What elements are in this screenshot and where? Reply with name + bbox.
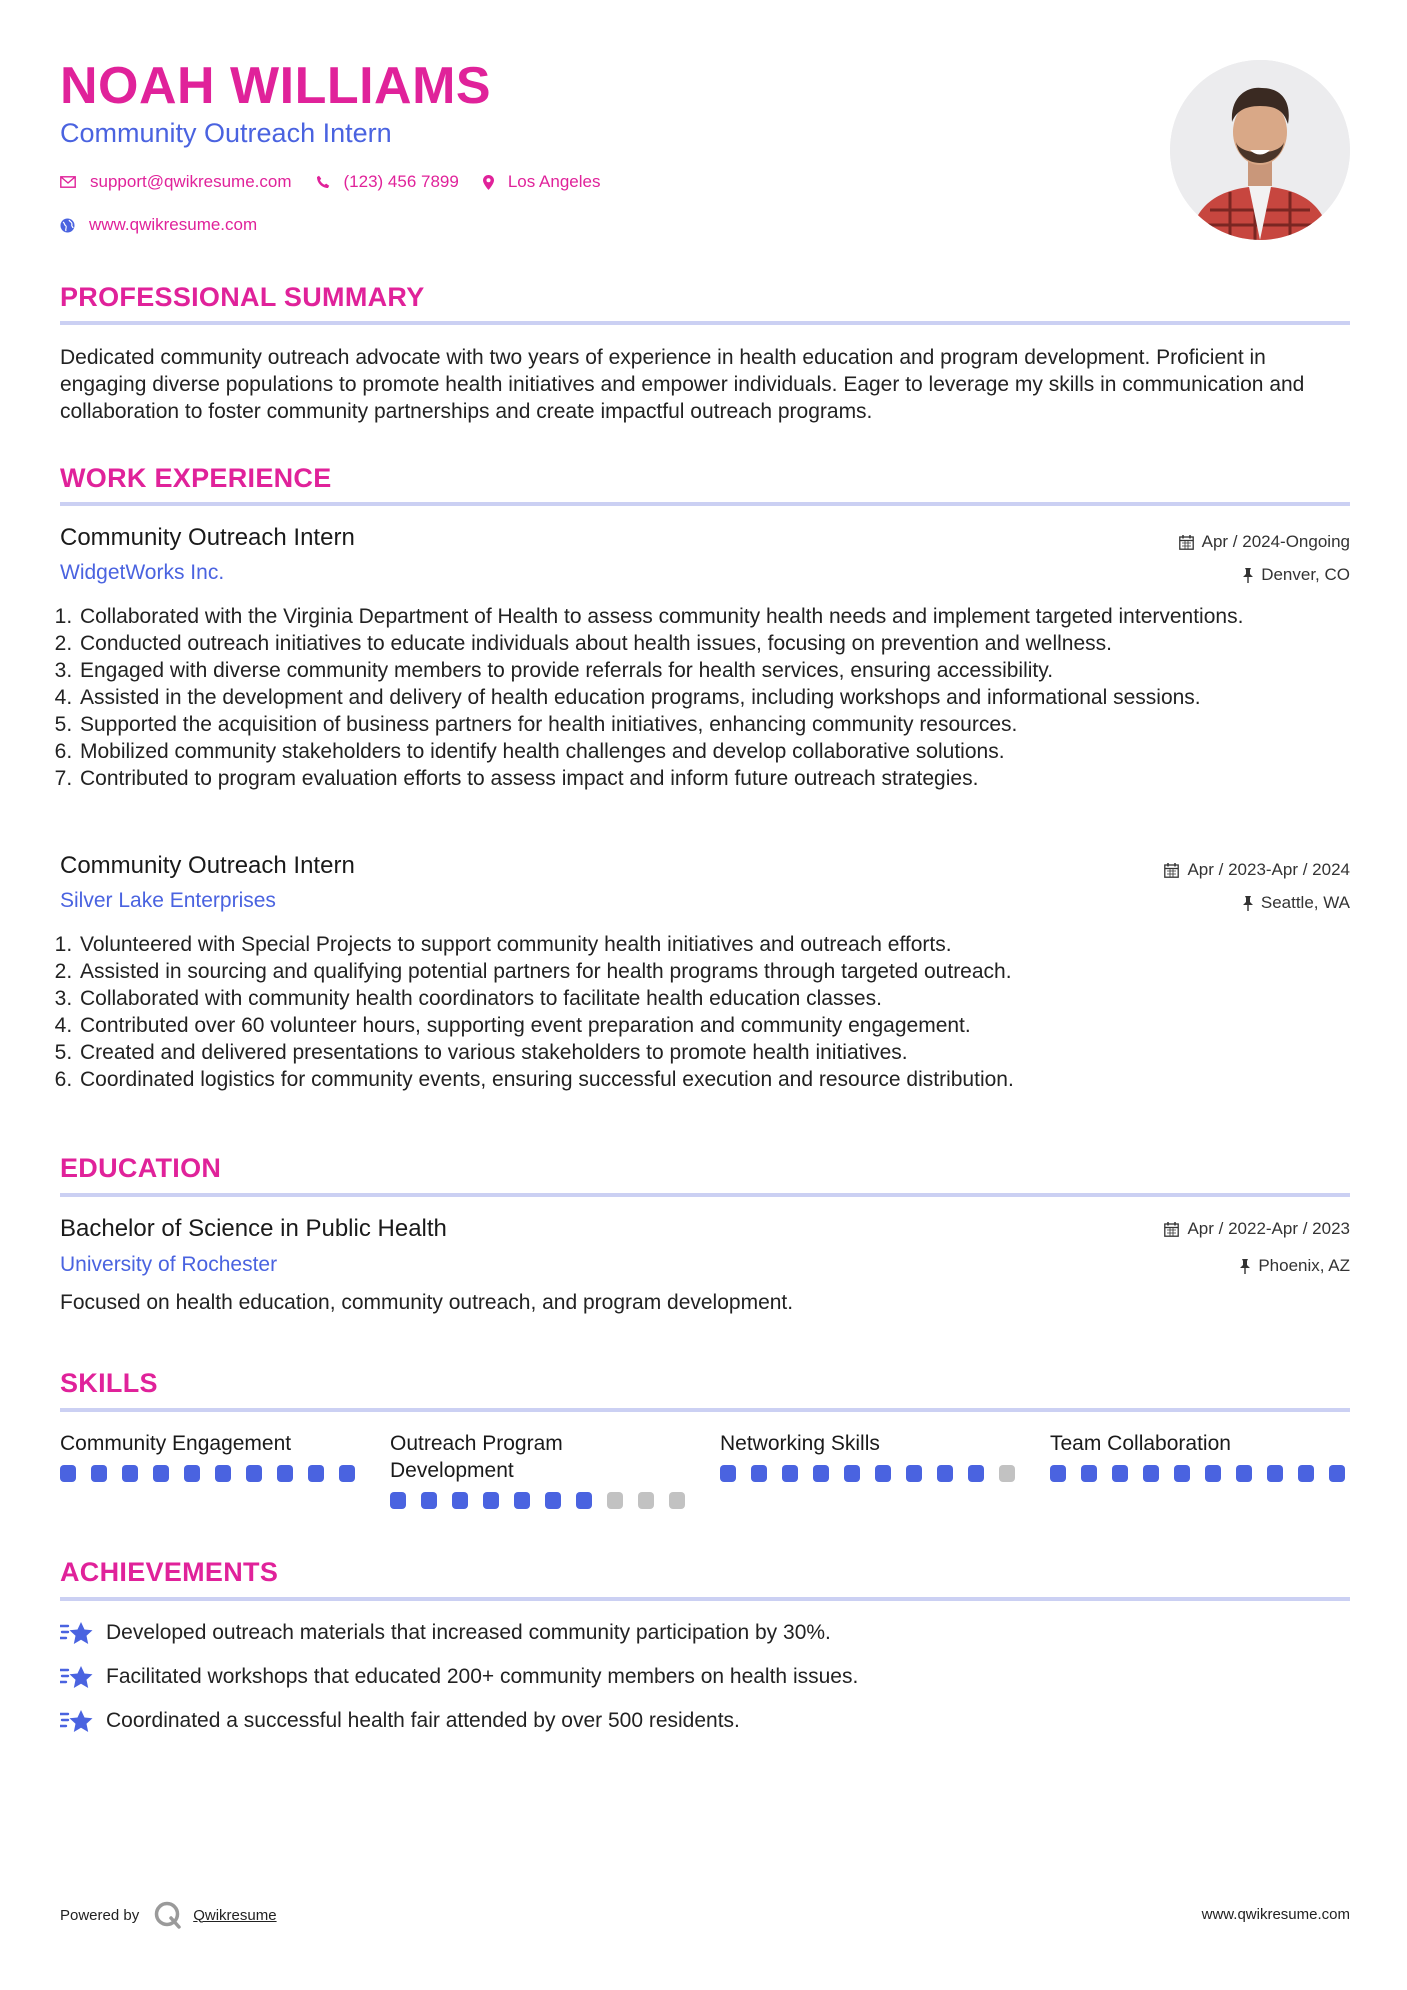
skill-dot-filled: [1205, 1465, 1221, 1482]
star-icon: [60, 1664, 94, 1690]
achievement-item: [60, 1664, 858, 1690]
skill-team-collaboration: [1050, 1430, 1350, 1482]
experience-heading: WORK EXPERIENCE: [60, 463, 332, 493]
list-item: 6. Coordinated logistics for community events, ensuring successful execution and resource distribution.: [78, 1066, 1368, 1093]
list-item: 6. Mobilized community stakeholders to identify health challenges and develop collaborative solutions.: [78, 738, 1368, 765]
summary-text: Dedicated community outreach advocate with two years of experience in health education and program development. Proficient in engaging diverse populations to promote health initiatives and empower individuals. Eager to leverage my skills in communication and collaboration to foster community partnerships and create impactful outreach programs.: [60, 346, 1305, 423]
skill-dot-filled: [720, 1465, 736, 1482]
skill-dot-filled: [308, 1465, 324, 1482]
skill-dot-filled: [153, 1465, 169, 1482]
education-location: [1240, 1256, 1350, 1276]
skill-dot-filled: [246, 1465, 262, 1482]
skill-dot-filled: [1298, 1465, 1314, 1482]
brand-link[interactable]: Qwikresume: [193, 1906, 277, 1924]
envelope-icon: [60, 176, 76, 188]
website-text: www.qwikresume.com: [89, 215, 258, 234]
job-2-bullets: [60, 931, 1368, 1093]
skill-dot-filled: [60, 1465, 76, 1482]
calendar-icon: [1179, 535, 1194, 550]
skill-dot-filled: [1081, 1465, 1097, 1482]
candidate-name: NOAH WILLIAMS: [60, 57, 492, 115]
resume-page: [60, 0, 1350, 1990]
skill-dot-filled: [91, 1465, 107, 1482]
footer-powered-by: [60, 1900, 277, 1930]
skill-dot-filled: [782, 1465, 798, 1482]
skill-dot-filled: [390, 1492, 406, 1509]
list-item: 1. Collaborated with the Virginia Department of Health to assess community health needs and implement targeted interventions.: [78, 603, 1368, 630]
education-location-text: Phoenix, AZ: [1258, 1256, 1350, 1275]
skill-dot-filled: [1329, 1465, 1345, 1482]
skill-dot-filled: [937, 1465, 953, 1482]
skill-dot-filled: [277, 1465, 293, 1482]
skill-dot-filled: [1174, 1465, 1190, 1482]
list-item: 5. Supported the acquisition of business partners for health initiatives, enhancing community resources.: [78, 711, 1368, 738]
job-2-dates: [1164, 860, 1350, 880]
skill-dot-filled: [514, 1492, 530, 1509]
pushpin-icon: [1243, 896, 1253, 911]
skill-rating: [390, 1492, 690, 1509]
pushpin-icon: [1243, 568, 1253, 583]
skill-networking-skills: [720, 1430, 1020, 1482]
skill-dot-filled: [1112, 1465, 1128, 1482]
list-item: 7. Contributed to program evaluation efforts to assess impact and inform future outreach strategies.: [78, 765, 1368, 792]
education-description: Focused on health education, community outreach, and program development.: [60, 1291, 794, 1314]
phone-text: (123) 456 7899: [343, 172, 459, 191]
achievement-text: Coordinated a successful health fair attended by over 500 residents.: [106, 1709, 740, 1732]
candidate-role: Community Outreach Intern: [60, 118, 392, 148]
contact-location: [483, 172, 601, 192]
email-text: support@qwikresume.com: [90, 172, 292, 191]
skill-community-engagement: [60, 1430, 360, 1482]
job-1-dates: [1179, 532, 1350, 552]
skill-rating: [1050, 1465, 1350, 1482]
achievement-text: Facilitated workshops that educated 200+ community members on health issues.: [106, 1665, 859, 1688]
contact-phone[interactable]: [316, 172, 459, 192]
job-1-bullets: [60, 603, 1368, 792]
skill-dot-filled: [968, 1465, 984, 1482]
experience-divider: [60, 502, 1350, 506]
skill-dot-filled: [184, 1465, 200, 1482]
education-school: University of Rochester: [60, 1253, 278, 1276]
summary-divider: [60, 321, 1350, 325]
job-1-company: WidgetWorks Inc.: [60, 561, 225, 584]
list-item: 4. Assisted in the development and delivery of health education programs, including workshops and informational sessions.: [78, 684, 1368, 711]
skill-dot-filled: [452, 1492, 468, 1509]
skill-name: Networking Skills: [720, 1432, 880, 1455]
calendar-icon: [1164, 1222, 1179, 1237]
skill-dot-filled: [576, 1492, 592, 1509]
star-icon: [60, 1708, 94, 1734]
skill-dot-filled: [875, 1465, 891, 1482]
contact-email[interactable]: [60, 172, 292, 192]
calendar-icon: [1164, 863, 1179, 878]
list-item: 2. Conducted outreach initiatives to educate individuals about health issues, focusing on prevention and wellness.: [78, 630, 1368, 657]
skill-dot-filled: [421, 1492, 437, 1509]
education-dates: [1164, 1219, 1350, 1239]
skill-dot-empty: [638, 1492, 654, 1509]
list-item: 4. Contributed over 60 volunteer hours, supporting event preparation and community engagement.: [78, 1012, 1368, 1039]
powered-by-label: Powered by: [60, 1906, 140, 1924]
phone-icon: [316, 175, 330, 189]
contact-row-2: [60, 215, 281, 235]
map-pin-icon: [483, 175, 494, 190]
contact-website[interactable]: [60, 215, 257, 235]
list-item: 1. Volunteered with Special Projects to support community health initiatives and outreach efforts.: [78, 931, 1368, 958]
list-item: 5. Created and delivered presentations to various stakeholders to promote health initiatives.: [78, 1039, 1368, 1066]
job-1-location: [1243, 565, 1350, 585]
job-2-location: [1243, 893, 1350, 913]
skill-dot-empty: [669, 1492, 685, 1509]
footer-site[interactable]: www.qwikresume.com: [1201, 1906, 1350, 1923]
pushpin-icon: [1240, 1259, 1250, 1274]
achievement-item: [60, 1708, 740, 1734]
skill-name: Team Collaboration: [1050, 1432, 1231, 1455]
achievement-text: Developed outreach materials that increased community participation by 30%.: [106, 1621, 831, 1644]
avatar: [1170, 60, 1350, 240]
list-item: 3. Engaged with diverse community members to provide referrals for health services, ensuring accessibility.: [78, 657, 1368, 684]
skill-dot-empty: [607, 1492, 623, 1509]
job-1-dates-text: Apr / 2024-Ongoing: [1201, 532, 1350, 551]
skill-dot-filled: [844, 1465, 860, 1482]
skill-name: Community Engagement: [60, 1432, 292, 1455]
summary-heading: PROFESSIONAL SUMMARY: [60, 282, 425, 312]
skill-dot-filled: [1143, 1465, 1159, 1482]
skill-dot-filled: [215, 1465, 231, 1482]
globe-icon: [60, 218, 75, 233]
list-item: 3. Collaborated with community health coordinators to facilitate health education classes.: [78, 985, 1368, 1012]
job-1-title: Community Outreach Intern: [60, 524, 355, 551]
qwikresume-logo-icon: [153, 1900, 183, 1930]
skill-dot-empty: [999, 1465, 1015, 1482]
profile-photo: [1170, 60, 1350, 240]
skill-dot-filled: [483, 1492, 499, 1509]
job-2-company: Silver Lake Enterprises: [60, 889, 276, 912]
education-degree: Bachelor of Science in Public Health: [60, 1215, 447, 1242]
job-2-location-text: Seattle, WA: [1260, 893, 1350, 912]
skill-rating: [720, 1465, 1020, 1482]
skill-dot-filled: [751, 1465, 767, 1482]
job-2-dates-text: Apr / 2023-Apr / 2024: [1187, 860, 1350, 879]
skill-dot-filled: [1267, 1465, 1283, 1482]
skill-outreach-program-development: [390, 1430, 690, 1509]
skill-dot-filled: [813, 1465, 829, 1482]
skill-dot-filled: [1236, 1465, 1252, 1482]
education-dates-text: Apr / 2022-Apr / 2023: [1187, 1219, 1350, 1238]
skill-dot-filled: [122, 1465, 138, 1482]
education-divider: [60, 1193, 1350, 1197]
skill-dot-filled: [906, 1465, 922, 1482]
achievements-divider: [60, 1597, 1350, 1601]
skill-dot-filled: [545, 1492, 561, 1509]
skill-name: Outreach Program Development: [390, 1432, 563, 1482]
skill-dot-filled: [339, 1465, 355, 1482]
location-text: Los Angeles: [507, 172, 601, 191]
education-heading: EDUCATION: [60, 1153, 222, 1183]
skill-rating: [60, 1465, 360, 1482]
skills-divider: [60, 1408, 1350, 1412]
job-2-title: Community Outreach Intern: [60, 852, 355, 879]
skill-dot-filled: [1050, 1465, 1066, 1482]
achievement-item: [60, 1620, 831, 1646]
job-1-location-text: Denver, CO: [1261, 565, 1350, 584]
contact-row-1: [60, 172, 624, 192]
achievements-heading: ACHIEVEMENTS: [60, 1557, 279, 1587]
skills-heading: SKILLS: [60, 1368, 158, 1398]
list-item: 2. Assisted in sourcing and qualifying potential partners for health programs through targeted outreach.: [78, 958, 1368, 985]
star-icon: [60, 1620, 94, 1646]
